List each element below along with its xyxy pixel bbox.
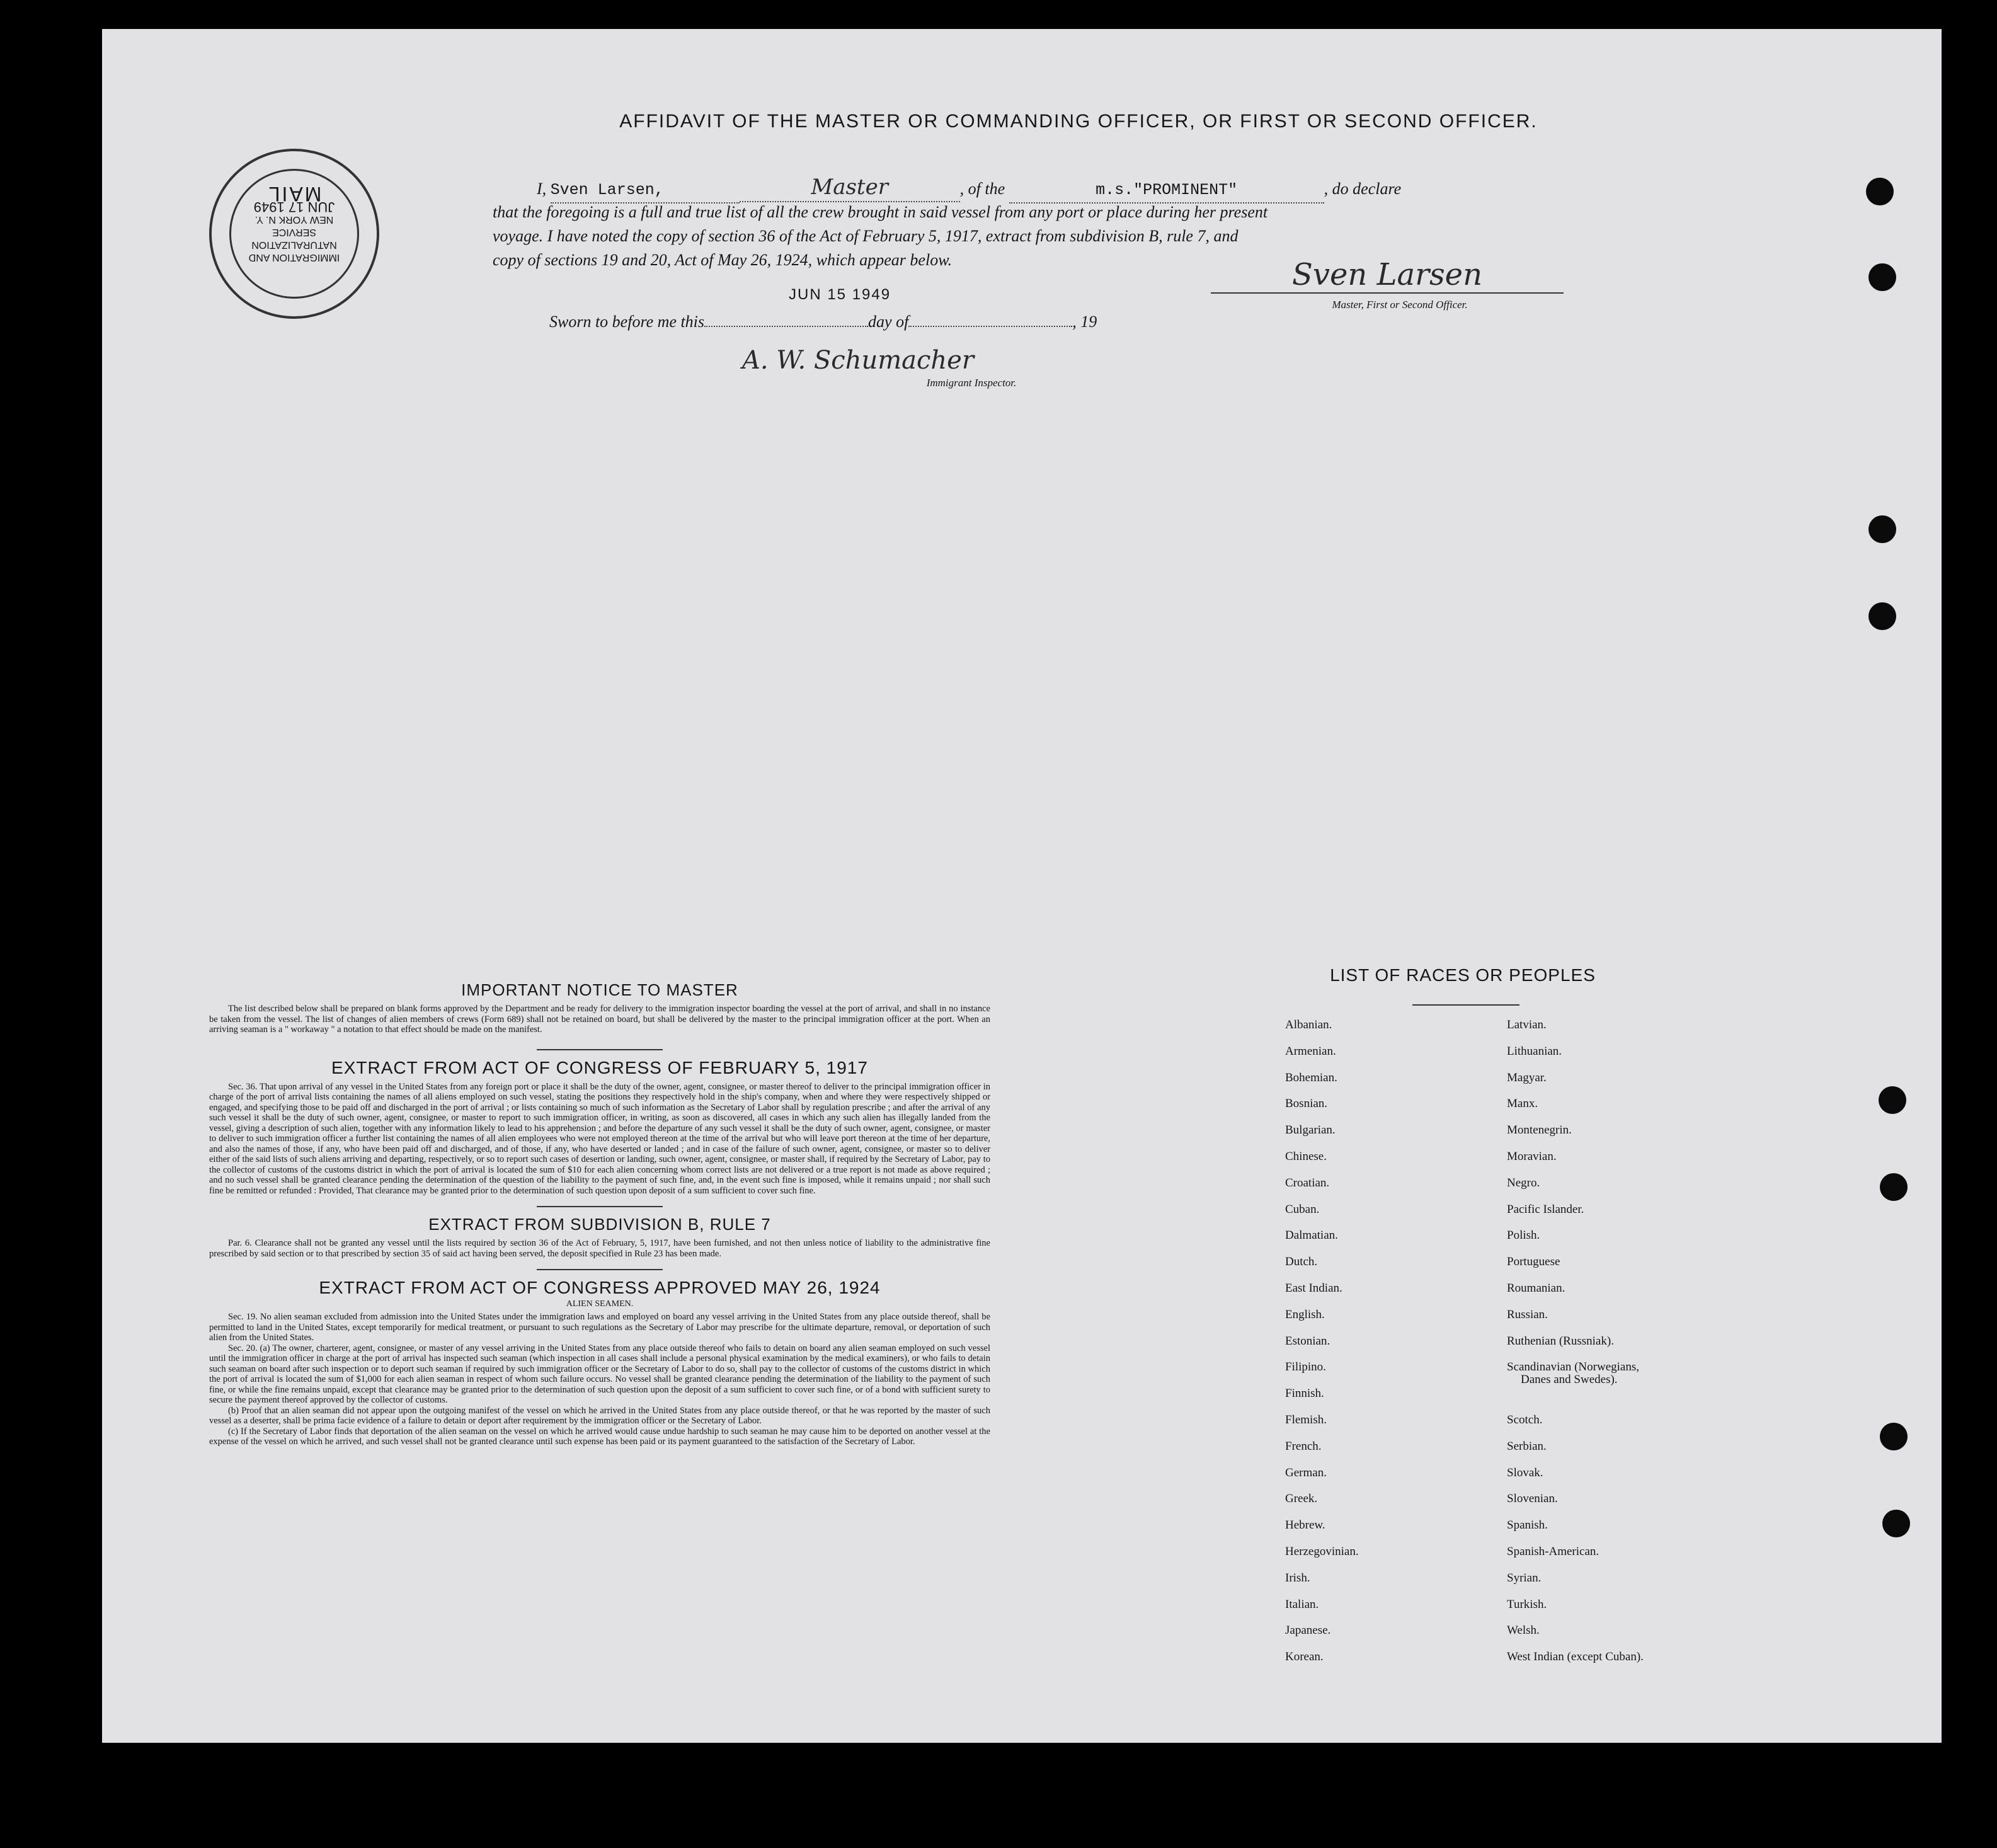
punch-hole <box>1880 1423 1908 1450</box>
stamp-text <box>212 183 377 263</box>
vessel-name: m.s."PROMINENT" <box>1096 181 1238 199</box>
race-item: Scotch. <box>1507 1413 1543 1426</box>
sworn-date-stamp: JUN 15 1949 <box>789 286 891 303</box>
race-item: Italian. <box>1285 1597 1319 1611</box>
race-item: Spanish-American. <box>1507 1545 1599 1558</box>
race-item: East Indian. <box>1285 1282 1342 1295</box>
extract-1917-body: Sec. 36. That upon arrival of any vessel in the United States from any foreign port or place it shall be the duty of the owner, agent, consignee, or master thereof to deliver to the principal immigration officer in charge of the port of arrival lists containing the names of all aliens employed on such vessel, stating the positions they respectively hold in the ship's company, when and where they were respectively shipped or engaged, and specifying those to be paid off and discharged in the port of arrival ; or lists containing so much of such information as the Secretary of Labor shall by regulation prescribe ; and after the arrival of any such vessel it shall be the duty of such owner, agent, consignee, or master to report to such immigration officer, in writing, as soon as discovered, all cases in which any such alien has illegally landed from the vessel, giving a description of such alien, together with any information likely to lead to his apprehension ; and before the departure of any such vessel it shall be the duty of such owner, agent, consignee, or master to deliver to such immigration officer a further list containing the names of all alien employees who were not employed thereon at the time of the arrival but who will leave port thereon at the time of her departure, and also the names of those, if any, who have been paid off and discharged, and of those, if any, who have deserted or landed ; and in case of the failure of such owner, agent, consignee, or master so to deliver either of the said lists of such aliens arriving and departing, respectively, or so to report such cases of desertion or landing, such owner, agent, consignee, or master shall, if required by the Secretary of Labor, pay to the collector of customs of the customs district in which the port of arrival is located the sum of $10 for each alien concerning whom correct lists are not delivered or a true report is not made as above required ; and no such vessel shall be granted clearance pending the determination of the question of the liability to the payment of such fine, and, in the event such fine is imposed, while it remains unpaid ; nor shall such fine be remitted or refunded : Provided, That clearance may be granted prior to the determination of such question upon deposit of a sum sufficient to cover such fine. <box>209 1081 990 1196</box>
race-item: French. <box>1285 1439 1322 1453</box>
race-item: Bosnian. <box>1285 1097 1328 1111</box>
race-item: Turkish. <box>1507 1597 1547 1611</box>
day-of-label: day of <box>868 313 909 331</box>
document-sheet <box>102 29 1942 1743</box>
sworn-line <box>549 310 1305 334</box>
year-label: , 19 <box>1072 313 1097 331</box>
race-item: Lithuanian. <box>1507 1044 1562 1058</box>
race-item: Albanian. <box>1285 1018 1332 1031</box>
race-item: Dalmatian. <box>1285 1229 1338 1243</box>
punch-hole <box>1882 1510 1910 1537</box>
race-item: German. <box>1285 1466 1327 1479</box>
race-item: Cuban. <box>1285 1202 1320 1216</box>
race-item: Slovak. <box>1507 1466 1543 1479</box>
extract-1924-sec20b: (b) Proof that an alien seaman did not appear upon the outgoing manifest of the vessel on which he arrived in the United States from any place outside thereof, or that he was reported by the master of such vessel as a deserter, shall be prima facie evidence of a failure to detain or deport after requirement by the immigration officer or the Secretary of Labor. <box>209 1405 990 1426</box>
race-item: English. <box>1285 1307 1325 1321</box>
race-item: Negro. <box>1507 1176 1540 1190</box>
sworn-month-field <box>908 326 1072 327</box>
punch-hole <box>1879 1086 1906 1114</box>
race-item: Dutch. <box>1285 1255 1318 1269</box>
rank-handwritten: Master <box>811 175 888 200</box>
affidavit-title: AFFIDAVIT OF THE MASTER OR COMMANDING OFFICER, OR FIRST OR SECOND OFFICER. <box>619 111 1538 132</box>
extract-1924-sec19: Sec. 19. No alien seaman excluded from admission into the United States under the immigration laws and employed on board any vessel arriving in the United States from any place outside thereof, shall be permitted to land in the United States, except temporarily for medical treatment, or pursuant to such regulations as the Secretary of Labor may prescribe for the ultimate departure, removal, or deportation of such alien from the United States. <box>209 1312 990 1343</box>
important-notice-section <box>209 980 990 1447</box>
declaration-i: I, <box>537 180 547 198</box>
extract-1924-subtitle: ALIEN SEAMEN. <box>566 1299 634 1309</box>
race-item: Scandinavian (Norwegians, <box>1507 1360 1639 1374</box>
vessel-field <box>1009 177 1324 204</box>
of-the-label: , of the <box>959 180 1005 198</box>
race-item: Hebrew. <box>1285 1518 1325 1532</box>
extract-1924-sec20a: Sec. 20. (a) The owner, charterer, agent, consignee, or master of any vessel arriving in the United States from any place outside thereof who fails to detain on board any alien seaman employed on such vessel until the immigration officer in charge at the port of arrival has inspected such seaman (which inspection in all cases shall include a personal physical examination by the medical examiners), or who fails to detain such seaman on board after such inspection or to deport such seaman if required by such immigration officer or the Secretary of Labor to do so, shall pay to the collector of customs of the customs district in which the port of arrival is located the sum of $1,000 for each alien seaman in respect of whom such failure occurs. No vessel shall be granted clearance pending the determination of the liability to the payment of such fine, or while the fine remains unpaid, except that clearance may be granted prior to the determination of such question upon the deposit of a sum sufficient to cover such fine, or of a bond with sufficient surety to secure the payment thereof approved by the collector of customs. <box>209 1343 990 1405</box>
race-item: Bohemian. <box>1285 1070 1337 1084</box>
subdivision-b-body: Par. 6. Clearance shall not be granted any vessel until the lists required by section 36 of the Act of February, 5, 1917, have been furnished, and not then unless notice of liability to the administrative fine prescribed by said section or to that prescribed by section 35 of said act having been served, the deposit specified in Rule 23 has been made. <box>209 1238 990 1259</box>
section-divider <box>537 1049 663 1050</box>
inspector-signature: A. W. Schumacher <box>742 346 974 375</box>
rank-field <box>740 175 960 202</box>
important-notice-body: The list described below shall be prepared on blank forms approved by the Department and be ready for delivery to the immigration inspector boarding the vessel at the port of arrival, and shall in no instance be taken from the vessel. The list of changes of alien members of crews (Form 689) shall not be retained on board, but shall be delivered by the master to the principal immigration officer at the port. When an arriving seaman is a " workaway " a notation to that effect should be made on the manifest. <box>209 1004 990 1035</box>
important-notice-title: IMPORTANT NOTICE TO MASTER <box>461 980 738 999</box>
race-item: Welsh. <box>1507 1624 1540 1638</box>
race-item: Montenegrin. <box>1507 1123 1572 1137</box>
race-item: Slovenian. <box>1507 1492 1558 1506</box>
declaration-line-1 <box>537 175 1671 204</box>
race-item: West Indian (except Cuban). <box>1507 1650 1644 1664</box>
stamp-mail: MAIL <box>266 183 322 205</box>
race-item: Estonian. <box>1285 1334 1330 1348</box>
race-item: Pacific Islander. <box>1507 1202 1584 1216</box>
do-declare-label: , do declare <box>1324 180 1402 198</box>
race-item: Portuguese <box>1507 1255 1560 1269</box>
race-item: Bulgarian. <box>1285 1123 1336 1137</box>
punch-hole <box>1866 178 1894 205</box>
extract-1917-title: EXTRACT FROM ACT OF CONGRESS OF FEBRUARY 5, 1917 <box>331 1057 868 1077</box>
declaration-line-2: that the foregoing is a full and true list of all the crew brought in said vessel from any port or place during her present <box>493 203 1268 221</box>
race-item: Croatian. <box>1285 1176 1330 1190</box>
race-item: Polish. <box>1507 1229 1540 1243</box>
race-item: Serbian. <box>1507 1439 1547 1453</box>
extract-1924-sec20c: (c) If the Secretary of Labor finds that deportation of the alien seaman on the vessel on which he arrived would cause undue hardship to such seaman he may cause him to be deported on another vessel at the expense of the vessel on which he arrived, and such vessel shall not be granted clearance until such expense has been paid or its payment guaranteed to the satisfaction of the Secretary of Labor. <box>209 1426 990 1447</box>
punch-hole <box>1868 515 1896 543</box>
punch-hole <box>1880 1173 1908 1201</box>
extract-1924-title: EXTRACT FROM ACT OF CONGRESS APPROVED MAY 26, 1924 <box>319 1278 881 1297</box>
races-column-1 <box>1285 1018 1474 1711</box>
race-item: Herzegovinian. <box>1285 1545 1359 1558</box>
declaration-line-4: copy of sections 19 and 20, Act of May 26, 1924, which appear below. <box>493 251 953 269</box>
race-item: Russian. <box>1507 1307 1548 1321</box>
stamp-date: JUN 17 1949 <box>253 199 335 215</box>
declaration-line-3: voyage. I have noted the copy of section 36 of the Act of February 5, 1917, extract from subdivision B, rule 7, and <box>493 227 1239 245</box>
sworn-day-field <box>704 326 868 327</box>
master-signature-caption: Master, First or Second Officer. <box>1332 299 1468 311</box>
race-item: Latvian. <box>1507 1018 1547 1031</box>
race-item: Roumanian. <box>1507 1282 1565 1295</box>
race-item: Spanish. <box>1507 1518 1548 1532</box>
races-title-rule <box>1412 1004 1519 1006</box>
race-item: Armenian. <box>1285 1044 1336 1058</box>
race-item: Manx. <box>1507 1097 1538 1111</box>
mail-stamp <box>209 149 379 319</box>
race-item: Filipino. <box>1285 1360 1326 1374</box>
subdivision-b-title: EXTRACT FROM SUBDIVISION B, RULE 7 <box>428 1215 771 1234</box>
stamp-agency: IMMIGRATION AND NATURALIZATION SERVICE <box>248 227 340 263</box>
section-divider <box>537 1269 663 1270</box>
race-item: Japanese. <box>1285 1624 1331 1638</box>
race-item: Finnish. <box>1285 1387 1324 1401</box>
race-item: Korean. <box>1285 1650 1324 1664</box>
race-item: Greek. <box>1285 1492 1318 1506</box>
master-signature: Sven Larsen <box>1211 257 1564 294</box>
master-name: Sven Larsen, <box>550 181 664 199</box>
race-item: Flemish. <box>1285 1413 1327 1426</box>
inspector-caption: Immigrant Inspector. <box>926 377 1017 389</box>
master-name-field <box>551 177 740 204</box>
races-title: LIST OF RACES OR PEOPLES <box>1330 965 1596 985</box>
race-item: Moravian. <box>1507 1150 1557 1163</box>
stamp-city: NEW YORK N. Y. <box>255 214 334 225</box>
sworn-label: Sworn to before me this <box>549 313 705 331</box>
race-item: Syrian. <box>1507 1571 1542 1585</box>
punch-hole <box>1868 263 1896 291</box>
races-column-2 <box>1507 1018 1759 1711</box>
race-item: Chinese. <box>1285 1150 1327 1163</box>
race-item: Danes and Swedes). <box>1521 1373 1618 1387</box>
race-item: Irish. <box>1285 1571 1310 1585</box>
race-item: Magyar. <box>1507 1070 1547 1084</box>
race-item: Ruthenian (Russniak). <box>1507 1334 1614 1348</box>
section-divider <box>537 1206 663 1207</box>
punch-hole <box>1868 602 1896 630</box>
